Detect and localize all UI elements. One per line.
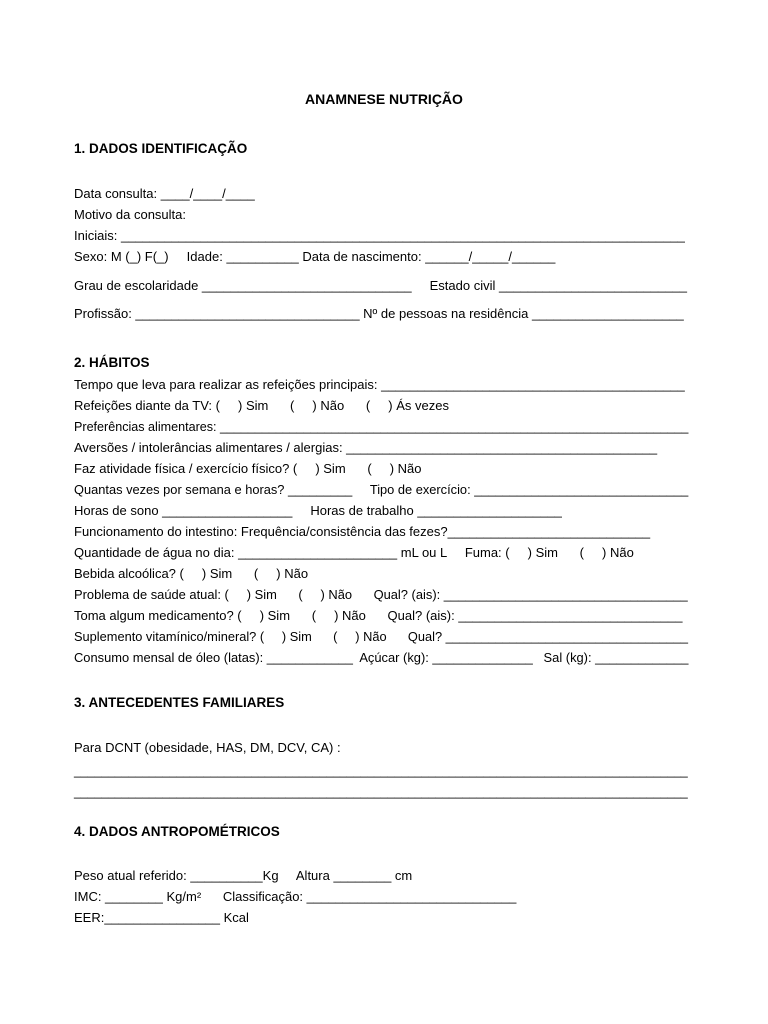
field-atividade-fisica: Faz atividade física / exercício físico? ( ) Sim ( ) Não (74, 461, 422, 476)
field-problema-saude: Problema de saúde atual: ( ) Sim ( ) Não Qual? (ais): __________________________________ (74, 587, 688, 602)
field-data-consulta: Data consulta: ____/____/____ (74, 186, 255, 201)
field-profissao-pessoas: Profissão: _______________________________ Nº de pessoas na residência _____________________ (74, 306, 684, 321)
section-heading-dados-identificacao: 1. DADOS IDENTIFICAÇÃO (74, 141, 248, 156)
form-title: ANAMNESE NUTRIÇÃO (305, 91, 463, 107)
field-eer: EER:________________ Kcal (74, 910, 249, 925)
section-heading-antropometricos: 4. DADOS ANTROPOMÉTRICOS (74, 824, 280, 839)
field-escolaridade-estado-civil: Grau de escolaridade _____________________________ Estado civil __________________________ (74, 278, 687, 293)
field-tempo-refeicoes: Tempo que leva para realizar as refeições principais: __________________________________________ (74, 377, 685, 392)
field-motivo-consulta: Motivo da consulta: (74, 207, 187, 222)
field-medicamento: Toma algum medicamento? ( ) Sim ( ) Não Qual? (ais): _______________________________ (74, 608, 683, 623)
blank-line: __________________________________________________________________________________________ (74, 763, 688, 778)
field-intestino: Funcionamento do intestino: Frequência/consistência das fezes?____________________________ (74, 524, 651, 539)
field-preferencias: Preferências alimentares: ___________________________________________________________________ (74, 419, 689, 434)
field-horas-sono-trabalho: Horas de sono __________________ Horas de trabalho ____________________ (74, 503, 562, 518)
section-heading-habitos: 2. HÁBITOS (74, 355, 150, 370)
field-agua-fuma: Quantidade de água no dia: ______________________ mL ou L Fuma: ( ) Sim ( ) Não (74, 545, 634, 560)
field-vezes-semana: Quantas vezes por semana e horas? _________ Tipo de exercício: ______________________________ (74, 482, 689, 497)
field-suplemento: Suplemento vitamínico/mineral? ( ) Sim ( ) Não Qual? __________________________________ (74, 629, 688, 644)
field-dcnt: Para DCNT (obesidade, HAS, DM, DCV, CA) : (74, 740, 341, 755)
field-imc: IMC: ________ Kg/m² Classificação: _____________________________ (74, 889, 517, 904)
field-consumo-mensal: Consumo mensal de óleo (latas): ____________ Açúcar (kg): ______________ Sal (kg): _____________ (74, 650, 689, 665)
blank-line: __________________________________________________________________________________________ (74, 784, 688, 799)
field-aversoes: Aversões / intolerâncias alimentares / alergias: ___________________________________________ (74, 440, 658, 455)
field-iniciais: Iniciais: ______________________________________________________________________________ (74, 228, 685, 243)
field-bebida: Bebida alcoólica? ( ) Sim ( ) Não (74, 566, 309, 581)
section-heading-antecedentes: 3. ANTECEDENTES FAMILIARES (74, 695, 285, 710)
field-sexo-idade-nascimento: Sexo: M (_) F(_) Idade: __________ Data de nascimento: ______/_____/______ (74, 249, 556, 264)
field-peso-altura: Peso atual referido: __________Kg Altura ________ cm (74, 868, 413, 883)
field-refeicoes-tv: Refeições diante da TV: ( ) Sim ( ) Não ( ) Ás vezes (74, 398, 449, 413)
